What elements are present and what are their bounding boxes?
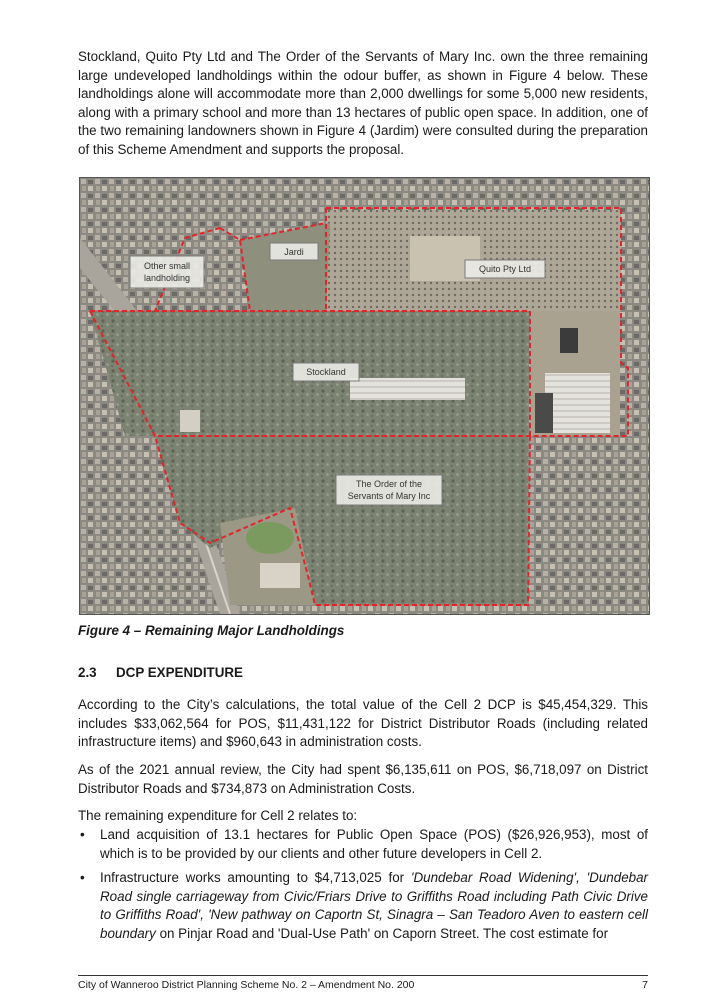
paragraph-dcp-value: According to the City’s calculations, the total value of the Cell 2 DCP is $45,454,329. This includes $33,062,564 for POS, $11,431,122 for District Distributor Roads (including related infrastructure items) and $960,643 in administration costs. [78,697,648,750]
greenhouse-dark [560,328,578,353]
list-item [78,869,648,943]
figure-caption: Figure 4 – Remaining Major Landholdings [78,623,345,638]
footer-divider [78,975,648,976]
section-heading [78,665,243,680]
stockland-building [180,410,200,432]
bullet-marker: • [80,870,85,886]
greenhouses-east [545,373,610,433]
footer-text: City of Wanneroo District Planning Scheme No. 2 – Amendment No. 200 [78,979,415,991]
expenditure-list [78,826,648,950]
label-stockland [293,363,359,381]
label-jardi-text: Jardi [284,247,304,257]
label-order-servants [336,475,442,505]
label-stockland-text: Stockland [306,367,346,377]
section-number: 2.3 [78,665,97,680]
label-order-line2: Servants of Mary Inc [347,491,431,501]
list-item-text: Land acquisition of 13.1 hectares for Public Open Space (POS) ($26,926,953), most of which is to be provided by our clients and other future developers in Cell 2. [100,827,648,861]
label-quito [465,260,545,278]
stockland-sheds [350,378,465,400]
paragraph-annual-review: As of the 2021 annual review, the City had spent $6,135,611 on POS, $6,718,097 on District Distributor Roads and $734,873 on Administration Costs. [78,762,648,796]
list-item-text-tail: on Pinjar Road and 'Dual-Use Path' on Caporn Street. The cost estimate for [155,925,609,941]
sports-oval [246,522,294,554]
intro-paragraph: Stockland, Quito Pty Ltd and The Order of the Servants of Mary Inc. own the three remaining large undeveloped landholdings within the odour buffer, as shown in Figure 4 below. These landholdings alone will accommodate more than 2,000 dwellings for some 5,000 new residents, along with a primary school and more than 13 hectares of public open space. In addition, one of the two remaining landowners shown in Figure 4 (Jardim) were consulted during the preparation of this Scheme Amendment and supports the proposal. [78,49,648,157]
paragraph-remaining-intro: The remaining expenditure for Cell 2 relates to: [78,808,358,823]
list-item [78,826,648,863]
campus-buildings [260,563,300,588]
section-title: DCP EXPENDITURE [116,665,243,680]
aerial-map-figure [79,177,650,615]
label-other-small [130,256,204,288]
label-order-line1: The Order of the [355,479,423,489]
label-other-small-line2: landholding [143,273,191,283]
list-item-italic: 'Dundebar Road Widening', 'Dundebar Road single carriageway from Civic/Friars Drive to Griffiths Road including Path Civic Drive to Griffiths Road', 'New pathway on Caportn St, Sinagra – San Teadoro Aven to eastern cell boundary [100,870,648,941]
label-jardi [270,243,318,260]
label-quito-text: Quito Pty Ltd [478,264,532,274]
bullet-marker: • [80,827,85,842]
page-number: 7 [642,979,648,991]
greenhouse-dark-east [535,393,553,433]
label-other-small-line1: Other small [143,261,191,271]
list-item-text: Infrastructure works amounting to $4,713,025 for [100,870,411,886]
